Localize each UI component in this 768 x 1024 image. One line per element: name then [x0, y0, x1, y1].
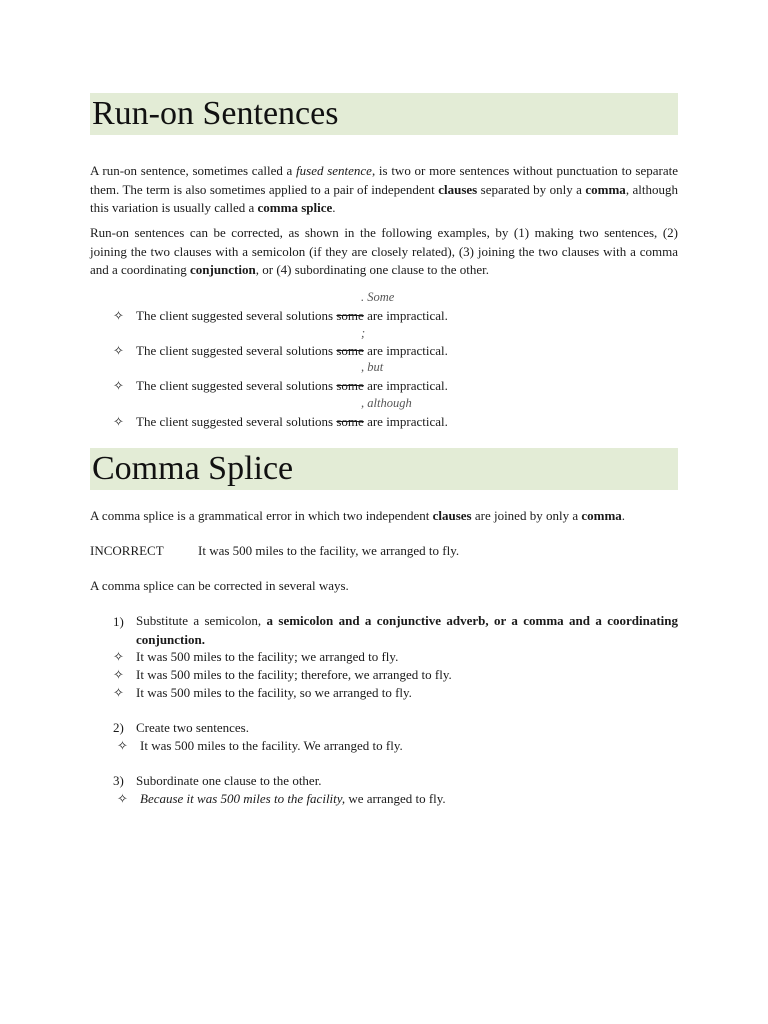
example-sentence: It was 500 miles to the facility. We arranged to fly. [140, 738, 403, 753]
inserted-punctuation: , but [361, 360, 384, 374]
example-sentence [136, 413, 448, 430]
numbered-item-3: Subordinate one clause to the other. [136, 773, 322, 788]
example-sentence: It was 500 miles to the facility, so we arranged to fly. [136, 685, 412, 700]
text-run: . [621, 508, 626, 523]
example-sentence [140, 790, 446, 807]
list-number: 1) [113, 614, 124, 629]
text-run-bold: comma [585, 181, 626, 197]
diamond-bullet-icon: ✧ [113, 308, 124, 323]
text-run-italic: fused sentence [296, 163, 372, 178]
struck-word: some [336, 414, 364, 429]
diamond-bullet-icon: ✧ [113, 685, 124, 700]
struck-word: some [336, 343, 364, 358]
paragraph-corrections-intro: A comma splice can be corrected in several ways. [90, 578, 349, 593]
diamond-bullet-icon: ✧ [113, 343, 124, 358]
numbered-item-2: Create two sentences. [136, 720, 249, 735]
inserted-punctuation: ; [361, 326, 366, 340]
text-run: The client suggested several solutions [136, 414, 337, 429]
text-run: are impractical. [363, 414, 448, 429]
text-run-bold: conjunction [190, 262, 256, 277]
text-run: are impractical. [363, 308, 448, 323]
text-run: The client suggested several solutions [136, 343, 337, 358]
diamond-bullet-icon: ✧ [113, 649, 124, 664]
text-run: are impractical. [363, 343, 448, 358]
text-run-bold: comma splice [257, 200, 333, 215]
list-number: 2) [113, 720, 124, 735]
diamond-bullet-icon: ✧ [117, 738, 128, 753]
example-sentence [136, 377, 448, 394]
text-run: The client suggested several solutions [136, 378, 337, 393]
text-run: separated by only a [477, 181, 586, 197]
incorrect-example: It was 500 miles to the facility, we arranged to fly. [198, 543, 460, 558]
example-sentence [136, 307, 448, 324]
text-run: we arranged to fly. [345, 791, 446, 806]
inserted-punctuation: , although [361, 396, 412, 410]
numbered-item-1 [136, 612, 678, 649]
diamond-bullet-icon: ✧ [117, 791, 128, 806]
text-run: , although this variation is usually called a [90, 181, 678, 215]
section-heading-run-on: Run-on Sentences [90, 93, 678, 135]
struck-word: some [336, 308, 364, 323]
example-sentence [136, 342, 448, 359]
text-run-italic: Because it was 500 miles to the facility, [140, 791, 346, 806]
text-run: are impractical. [363, 378, 448, 393]
text-run: are joined by only a [471, 508, 582, 523]
text-run-bold: comma [581, 508, 622, 523]
text-run: , or (4) subordinating one clause to the other. [255, 262, 489, 277]
text-run-bold: clauses [432, 508, 472, 523]
incorrect-label: INCORRECT [90, 543, 164, 558]
paragraph-run-on-corrections [90, 224, 678, 280]
section-heading-comma-splice: Comma Splice [90, 448, 678, 490]
text-run: . [332, 200, 336, 215]
paragraph-comma-splice-definition [90, 507, 678, 526]
text-run: Run-on sentences can be corrected, as shown in the following examples, by (1) making two sentences, (2) joining the two clauses with a semicolon (if they are closely related), (3) joining the two clauses with a comma and a coordinating [90, 225, 678, 277]
text-run: A comma splice is a grammatical error in which two independent [90, 508, 433, 523]
text-run-bold: clauses [438, 181, 478, 197]
struck-word: some [336, 378, 364, 393]
text-run-bold: a semicolon and a conjunctive adverb, or a comma and a coordinating conjunction. [136, 613, 678, 647]
text-run: A run-on sentence, sometimes called a [90, 163, 297, 178]
example-sentence: It was 500 miles to the facility; therefore, we arranged to fly. [136, 667, 452, 682]
diamond-bullet-icon: ✧ [113, 414, 124, 429]
inserted-punctuation: . Some [361, 290, 395, 304]
text-run: , is two or more sentences without punctuation to separate them. The term is also sometimes applied to a pair of independent [90, 163, 678, 197]
example-sentence: It was 500 miles to the facility; we arranged to fly. [136, 649, 399, 664]
paragraph-run-on-definition [90, 162, 678, 218]
text-run: The client suggested several solutions [136, 308, 337, 323]
list-number: 3) [113, 773, 124, 788]
diamond-bullet-icon: ✧ [113, 378, 124, 393]
diamond-bullet-icon: ✧ [113, 667, 124, 682]
text-run: Substitute a semicolon, [136, 613, 267, 628]
